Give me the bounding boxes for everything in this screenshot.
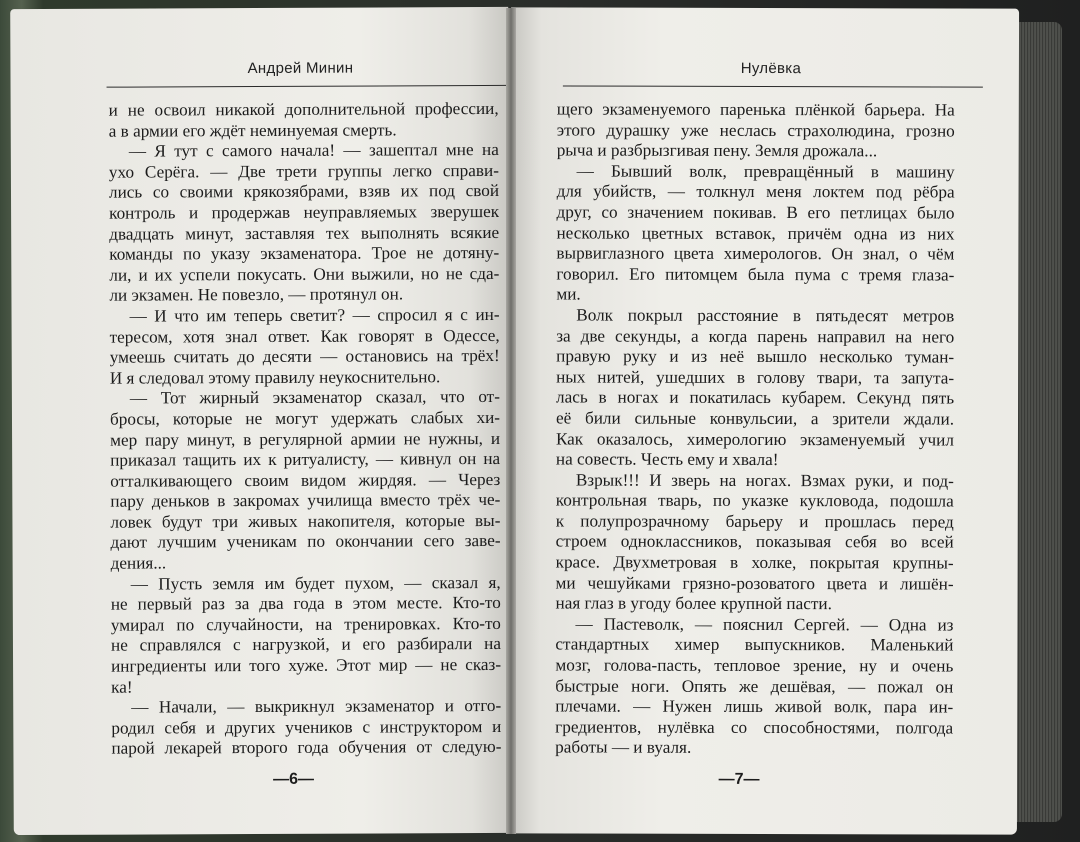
text-line: ми чешуйками грязно-розоватого цвета и лишён- [555,573,954,594]
header-rule [563,85,983,87]
text-line: лись со своими крякозябрами, взяв их под свой [108,181,500,203]
text-line: — Я тут с самого начала! — зашептал мне на [128,140,499,161]
text-line: стандартных химер выпускников. Маленький [555,634,954,655]
text-line: за две секунды, а когда парень направил на него [556,325,955,347]
text-line: команды по указу экзаменатора. Трое не дотяну- [109,243,500,264]
text-line: тересом, хотя знал ответ. Как говорят в Одессе, [109,325,500,347]
text-line: — Тот жирный экзаменатор сказал, что от- [129,387,500,408]
text-line: дения... [110,553,167,573]
text-line: отталкивающего своим видом жирдяя. — Через [110,469,501,491]
running-head-title: Нулёвка [740,59,802,78]
book-gutter [506,8,516,834]
text-line: — Пусть земля им будет пухом, — сказал я, [130,572,501,594]
page-number: —7— [718,770,760,788]
text-line: Взрык!!! И зверь на ногах. Взмах руки, и под- [575,470,954,491]
text-line: несколько цветных вставок, причём одна из них [556,223,955,244]
text-line: ли, и их успели покусать. Они выжили, но не сда- [109,263,500,285]
text-line: родил себя и других учеников с инструктором и [111,716,502,738]
text-line: на совесть. Честь ему и хвала! [555,449,779,470]
text-line: ми. [556,284,581,304]
text-line: рыча и разбрызгивая пену. Земля дрожала... [556,140,878,161]
text-line: пару деньков в закромах училища вместо трёх че- [110,490,501,511]
text-line: для убийств, — толкнул меня локтем под рёбра [556,181,955,202]
text-line: плечами. — Нужен лишь живой волк, пара ин- [555,696,954,717]
text-line: щего экзаменуемого паренька плёнкой барьера. На [556,99,955,120]
text-line: к полупрозрачному барьеру и прошлась перед [555,511,954,532]
text-line: строем одноклассников, показывая себя во всей [555,531,954,552]
text-line: Как оказалось, химерологию экзаменуемый учил [555,428,954,449]
text-line: гредиентов, нулёвка со способностями, полгода [555,717,954,738]
text-line: ловек будут три живых накопителя, которые вы- [110,510,501,532]
text-line: друг, со значением покивав. В его петлицах было [556,202,955,223]
text-line: приказал тащить их к ритуалисту, — кивнул он на [110,449,501,470]
text-line: вырвиглазного цвета химерологов. Он знал, о чём [556,243,955,264]
text-line: ка! [111,677,133,697]
header-rule [107,85,509,88]
page-number: —6— [273,770,315,788]
text-line: умирал по случайности, на тренировках. Кто-то [110,613,501,635]
text-line: мер пару минут, в регулярной армии не нужны, и [110,428,501,450]
text-line: работы — и вуаля. [555,737,692,758]
text-line: Волк покрыл расстояние в пятьдесят метров [576,305,955,326]
text-line: дают лучшим ученикам по окончании сего заве- [110,531,501,553]
left-page [10,7,512,835]
text-line: лась в ногах и покатилась кубарем. Секунд пять [556,387,955,408]
text-line: этого дурашку уже неслась страхолюдина, грозно [556,120,955,141]
text-line: бросы, которые не могут удержать слабых хи- [109,407,501,429]
running-head-author: Андрей Минин [247,59,354,78]
text-line: ли экзамен. Не повезло, — протянул он. [109,284,404,306]
text-line: ухо Серёга. — Две трети группы легко справи- [108,160,499,182]
text-line: — Бывший волк, превращённый в машину [576,161,955,182]
text-line: — И что им теперь светит? — спросил я с ин- [129,304,500,326]
text-line: умеешь считать до десяти — остановись на трёх! [109,346,500,367]
text-line: а в армии его ждёт неминуемая смерть. [108,119,397,141]
text-line: — Пастеволк, — пояснил Сергей. — Одна из [575,614,954,635]
text-line: контроль и продержав неуправляемых зверушек [109,201,500,223]
right-page [509,7,1019,834]
text-line: парой лекарей второго года обучения от следую- [111,737,502,759]
text-line: двадцать минут, заставляя тех выполнять всякие [109,222,500,244]
text-line: ингредиенты или того хуже. Этот мир — не сказ- [111,654,502,676]
text-line: говорил. Его питомцем была пума с тремя глаза- [556,264,955,285]
text-line: ная глаз в угоду более крупной пасти. [555,593,832,614]
text-line: контрольная тварь, по указке кукловода, подошла [555,490,954,511]
text-line: — Начали, — выкрикнул экзаменатор и отго- [131,696,502,717]
page-edges [1016,22,1062,822]
text-line: красе. Двухметровая в холке, покрытая крупны- [555,552,954,573]
text-line: и не освоил никакой дополнительной профессии, [108,98,499,120]
text-line: быстрые ноги. Опять же дешёвая, — пожал он [555,676,954,697]
text-line: не справлялся с нагрузкой, и его разбирали на [110,634,502,656]
text-line: не первый раз за два года в этом месте. Кто-то [110,593,501,614]
text-line: мозг, голова-пасть, тепловое зрение, ну и очень [555,655,954,676]
right-page-text [555,99,955,759]
text-line: ных нитей, ушедших в голову твари, та запута- [556,367,955,388]
left-page-text [109,99,502,760]
text-line: её били сильные конвульсии, а зрители ждали. [555,408,955,429]
text-line: правую руку и из неё вышло несколько туман- [556,346,955,367]
text-line: И я следовал этому правилу неукоснительно. [109,366,441,388]
